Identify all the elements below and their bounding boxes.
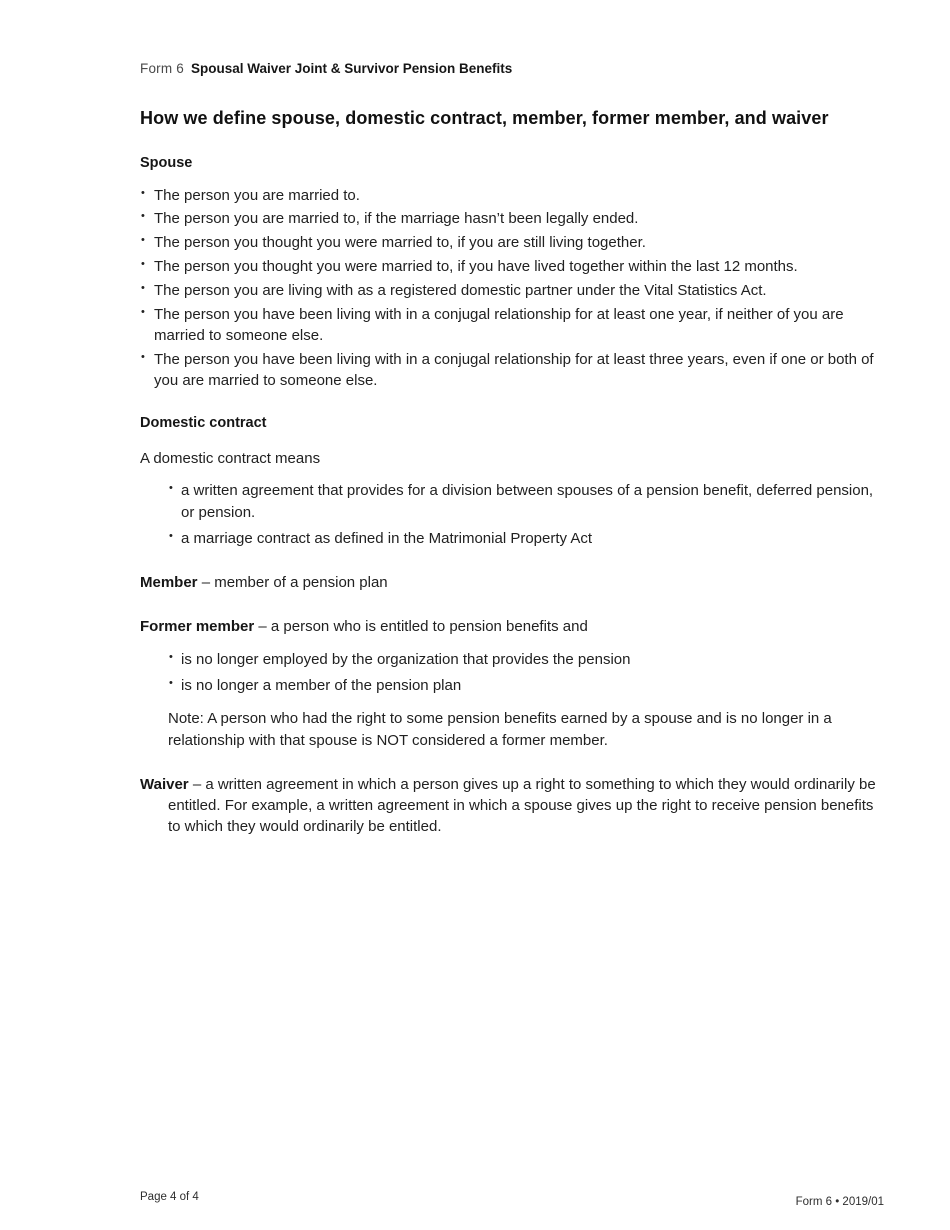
member-definition-text: – member of a pension plan — [201, 574, 388, 592]
former-member-note: Note: A person who had the right to some pension benefits earned by a spouse and is no longer in a relationship with that spouse is NOT considered a former member. — [168, 710, 832, 749]
domestic-contract-intro: A domestic contract means — [140, 449, 321, 467]
page-title: How we define spouse, domestic contract, member, former member, and waiver — [140, 107, 829, 128]
list-item: • The person you thought you were married to, if you have lived together within the last 12 months. — [140, 256, 878, 277]
term-waiver: Waiver — [140, 775, 189, 793]
list-item: • The person you are married to. — [140, 185, 878, 206]
list-item: • a marriage contract as defined in the Matrimonial Property Act — [168, 528, 878, 549]
form-title: Spousal Waiver Joint & Survivor Pension Benefits — [190, 61, 513, 76]
waiver-definition — [140, 774, 878, 838]
list-item: • The person you thought you were married to, if you are still living together. — [140, 232, 878, 253]
former-member-definition — [140, 616, 878, 637]
heading-spouse: Spouse — [140, 155, 193, 172]
list-item: • is no longer employed by the organization that provides the pension — [168, 649, 878, 670]
list-item: • is no longer a member of the pension plan — [168, 675, 878, 696]
former-member-list — [168, 649, 878, 697]
list-item: • The person you are married to, if the marriage hasn’t been legally ended. — [140, 208, 878, 229]
member-definition — [140, 572, 878, 593]
domestic-contract-list — [168, 480, 878, 549]
list-item: • a written agreement that provides for a division between spouses of a pension benefit, deferred pension, or pension. — [168, 480, 878, 523]
former-member-definition-text: – a person who is entitled to pension benefits and — [258, 618, 588, 636]
term-former-member: Former member — [140, 618, 255, 636]
list-item: • The person you are living with as a registered domestic partner under the Vital Statistics Act. — [140, 280, 878, 301]
form-number: Form 6 — [140, 61, 184, 76]
waiver-definition-text: – a written agreement in which a person gives up a right to something to which they would ordinarily be entitled. For example, a written agreement in which a spouse gives up the right to receive pension benefits to which they would ordinarily be entitled. — [168, 775, 876, 836]
page-number: Page 4 of 4 — [140, 1191, 199, 1203]
spouse-list — [140, 185, 878, 392]
list-item: • The person you have been living with in a conjugal relationship for at least one year, if neither of you are married to someone else. — [140, 304, 878, 347]
list-item: • The person you have been living with in a conjugal relationship for at least three years, even if one or both of you are married to someone else. — [140, 349, 878, 392]
form-header — [140, 60, 878, 78]
term-member: Member — [140, 574, 198, 592]
heading-domestic-contract: Domestic contract — [140, 415, 267, 432]
form-reference: Form 6 • 2019/01 — [795, 1196, 884, 1208]
